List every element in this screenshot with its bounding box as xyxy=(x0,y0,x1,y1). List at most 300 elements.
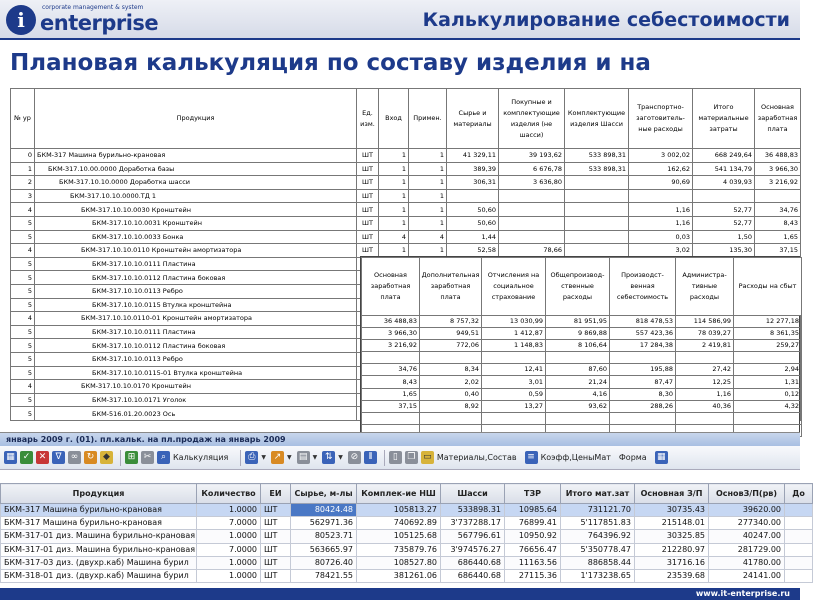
table-row xyxy=(11,176,801,190)
grid-cell[interactable]: 108527.80 xyxy=(357,556,441,569)
table-cell: 4 039,93 xyxy=(693,176,755,190)
grid-cell[interactable]: 1.0000 xyxy=(197,569,261,582)
chevron-down-icon[interactable]: ▼ xyxy=(261,454,266,461)
table-cell: ШТ xyxy=(357,244,379,258)
table-cell: 36 488,83 xyxy=(362,316,420,328)
table-cell xyxy=(676,412,734,424)
grid-cell[interactable]: 40247.00 xyxy=(709,530,785,543)
grid-row[interactable] xyxy=(1,517,813,530)
table-cell: 5 xyxy=(11,325,35,339)
grid-cell[interactable]: 41780.00 xyxy=(709,556,785,569)
logo-name: enterprise xyxy=(40,11,159,35)
table-cell: 93,62 xyxy=(546,400,610,412)
table-cell: 4 xyxy=(11,203,35,217)
grid-cell[interactable]: 1.0000 xyxy=(197,530,261,543)
table-cell: 78 039,27 xyxy=(676,328,734,340)
table-cell: 87,60 xyxy=(546,364,610,376)
table-cell: 81 951,95 xyxy=(546,316,610,328)
table-cell: 78,66 xyxy=(499,244,565,258)
table-cell: ШТ xyxy=(357,203,379,217)
column-header: Ед. изм. xyxy=(357,89,379,149)
grid-cell[interactable]: 1.0000 xyxy=(197,504,261,517)
table-cell: 162,62 xyxy=(629,162,693,176)
table-cell xyxy=(362,352,420,364)
grid-row[interactable] xyxy=(1,569,813,582)
grid-cell[interactable]: 10950.92 xyxy=(505,530,561,543)
table-cell: 1 412,87 xyxy=(482,328,546,340)
grid-column-header[interactable]: ОсновЗ/П(рв) xyxy=(709,484,785,504)
filter-off-icon[interactable]: ⊘ xyxy=(348,451,361,464)
table-cell xyxy=(420,412,482,424)
table-cell xyxy=(482,352,546,364)
grid-cell[interactable]: БКМ-317 Машина бурильно-крановая xyxy=(1,504,197,517)
grid-cell[interactable]: 105125.68 xyxy=(357,530,441,543)
table-cell: 4 xyxy=(409,230,447,244)
column-header: Администра-тивные расходы xyxy=(676,258,734,316)
table-cell: 114 586,99 xyxy=(676,316,734,328)
grid-cell[interactable]: 31716.16 xyxy=(635,556,709,569)
grid-column-header[interactable]: Сырье, м-лы xyxy=(291,484,357,504)
table-cell: 50,60 xyxy=(447,203,499,217)
grid-cell[interactable]: БКМ-317 Машина бурильно-крановая xyxy=(1,517,197,530)
grid-cell[interactable]: 764396.92 xyxy=(561,530,635,543)
grid-cell[interactable]: 7.0000 xyxy=(197,543,261,556)
table-cell: 50,60 xyxy=(447,216,499,230)
table-cell: БКМ-317.10.10.0031 Кронштейн xyxy=(35,216,357,230)
table-cell xyxy=(565,176,629,190)
grid-column-header[interactable]: ЕИ xyxy=(261,484,291,504)
table-cell: 4 xyxy=(379,230,409,244)
table-cell: 5 xyxy=(11,230,35,244)
table-cell: ШТ xyxy=(357,176,379,190)
footer-url: www.it-enterprise.ru xyxy=(695,589,790,598)
table-cell: БКМ-317.10.10.0110 Кронштейн амортизатора xyxy=(35,244,357,258)
slide-title: Плановая калькуляция по составу изделия и на xyxy=(10,50,651,76)
grid-cell[interactable]: 1.0000 xyxy=(197,556,261,569)
grid-cell[interactable]: ШТ xyxy=(261,556,291,569)
grid-cell[interactable]: БКМ-317-01 диз. Машина бурильно-крановая xyxy=(1,530,197,543)
table-cell: 1 148,83 xyxy=(482,340,546,352)
table-cell: БКМ-317.10.10.0113 Ребро xyxy=(35,284,357,298)
table-cell: БКМ-317.10.10.0033 Бонка xyxy=(35,230,357,244)
tools-icon[interactable]: ✂ xyxy=(141,451,154,464)
table-cell: 13,27 xyxy=(482,400,546,412)
table-cell: 17 284,38 xyxy=(610,340,676,352)
table-cell: 306,31 xyxy=(447,176,499,190)
table-cell: 5 xyxy=(11,298,35,312)
table-cell: 1,65 xyxy=(362,388,420,400)
table-cell: ШТ xyxy=(357,230,379,244)
table-cell: 12,25 xyxy=(676,376,734,388)
grid-cell[interactable] xyxy=(785,543,813,556)
table-cell: БКМ-317.10.10.0110-01 Кронштейн амортизатора xyxy=(35,312,357,326)
table-cell: 0,03 xyxy=(629,230,693,244)
grid-cell[interactable] xyxy=(785,556,813,569)
table-cell: 13 030,99 xyxy=(482,316,546,328)
table-cell: 1 xyxy=(409,162,447,176)
table-cell: 1 xyxy=(379,189,409,203)
logo-tagline: corporate management & system xyxy=(42,4,144,11)
table-cell: 668 249,64 xyxy=(693,149,755,163)
grid-cell[interactable]: 24141.00 xyxy=(709,569,785,582)
grid-cell[interactable]: 212280.97 xyxy=(635,543,709,556)
table-cell: 1 xyxy=(11,162,35,176)
toolbar xyxy=(0,446,800,470)
grid-cell[interactable]: 533898.31 xyxy=(441,504,505,517)
table-cell: 5 xyxy=(11,257,35,271)
slide-header xyxy=(0,0,800,40)
grid-cell[interactable] xyxy=(785,530,813,543)
table-cell xyxy=(447,189,499,203)
grid-cell[interactable]: 39620.00 xyxy=(709,504,785,517)
grid-cell[interactable]: ШТ xyxy=(261,569,291,582)
copy-icon[interactable]: ❐ xyxy=(405,451,418,464)
logo-mark-icon: i xyxy=(6,5,36,35)
check-icon[interactable]: ✓ xyxy=(20,451,33,464)
table-cell: 1 xyxy=(409,189,447,203)
table-cell: 0,59 xyxy=(482,388,546,400)
folder-icon[interactable]: ▭ xyxy=(421,451,434,464)
grid-column-header[interactable]: Шасси xyxy=(441,484,505,504)
table-cell xyxy=(565,216,629,230)
grid-cell[interactable]: 3'974576.27 xyxy=(441,543,505,556)
toolbar-separator xyxy=(240,450,241,466)
table-cell: ШТ xyxy=(357,216,379,230)
grid-cell[interactable] xyxy=(785,517,813,530)
table-cell: 3 966,30 xyxy=(755,162,801,176)
table-cell xyxy=(734,412,802,424)
table-cell: БКМ-317.10.10.0000 Доработка шасси xyxy=(35,176,357,190)
table-cell xyxy=(755,189,801,203)
grid-cell[interactable]: 5'350778.47 xyxy=(561,543,635,556)
grid-cell[interactable]: 731121.70 xyxy=(561,504,635,517)
table-cell xyxy=(610,352,676,364)
table-cell: 3 002,02 xyxy=(629,149,693,163)
grid-column-header[interactable]: До xyxy=(785,484,813,504)
column-header: Производст-венная себестоимость xyxy=(610,258,676,316)
table-cell: 3,01 xyxy=(482,376,546,388)
column-header: Итого материальные затраты xyxy=(693,89,755,149)
grid-cell[interactable]: ШТ xyxy=(261,504,291,517)
grid-cell[interactable]: 686440.68 xyxy=(441,569,505,582)
table-cell: БКМ-317.10.10.0170 Кронштейн xyxy=(35,380,357,394)
table-row xyxy=(362,328,802,340)
chevron-down-icon[interactable]: ▼ xyxy=(338,454,343,461)
table-cell: 1,44 xyxy=(447,230,499,244)
table-cell: БКМ-317.10.10.0112 Пластина боковая xyxy=(35,339,357,353)
printer-icon[interactable]: ▤ xyxy=(297,451,310,464)
table-cell: 5 xyxy=(11,352,35,366)
table-cell: 4,16 xyxy=(546,388,610,400)
table-cell: 0,40 xyxy=(420,388,482,400)
grid-cell[interactable]: 10985.64 xyxy=(505,504,561,517)
calculation-button[interactable]: Калькуляция xyxy=(173,453,229,462)
export-icon[interactable]: ↗ xyxy=(271,451,284,464)
table-cell: ШТ xyxy=(357,189,379,203)
table-cell: 949,51 xyxy=(420,328,482,340)
grid-column-header[interactable]: Основная З/П xyxy=(635,484,709,504)
grid-cell[interactable]: 80424.48 xyxy=(291,504,357,517)
sheet1-header-row xyxy=(11,89,801,149)
table-cell: 2 419,81 xyxy=(676,340,734,352)
table-cell: 4 xyxy=(11,312,35,326)
table-cell: 1,50 xyxy=(693,230,755,244)
table-cell: 1,16 xyxy=(629,216,693,230)
column-header: Транспортно-заготовитель-ные расходы xyxy=(629,89,693,149)
table-cell: 36 488,83 xyxy=(755,149,801,163)
table-row xyxy=(362,340,802,352)
table-cell: ШТ xyxy=(357,149,379,163)
header-title: Калькулирование себестоимости xyxy=(422,9,790,31)
grid-cell[interactable]: 23539.68 xyxy=(635,569,709,582)
grid-cell[interactable]: 11163.56 xyxy=(505,556,561,569)
table-cell: БКМ-317.10.00.0000 Доработка базы xyxy=(35,162,357,176)
table-row xyxy=(362,400,802,412)
table-cell: БКМ-317.10.10.0000.ТД 1 xyxy=(35,189,357,203)
column-header: Общепроизвод-ственные расходы xyxy=(546,258,610,316)
column-icon[interactable]: ⫴ xyxy=(364,451,377,464)
table-cell: 2,02 xyxy=(420,376,482,388)
grid-cell[interactable]: 76656.47 xyxy=(505,543,561,556)
table-cell: 8,43 xyxy=(362,376,420,388)
grid-cell[interactable]: 735879.76 xyxy=(357,543,441,556)
table-cell: 533 898,31 xyxy=(565,149,629,163)
grid-column-header[interactable]: Итого мат.зат xyxy=(561,484,635,504)
table-cell: 1 xyxy=(409,216,447,230)
grid-header-row xyxy=(1,484,813,504)
sheet2-header-row xyxy=(362,258,802,316)
table-cell xyxy=(499,189,565,203)
grid-cell[interactable]: БКМ-318-01 диз. (двухр.каб) Машина бурил xyxy=(1,569,197,582)
table-cell: 1,16 xyxy=(676,388,734,400)
form-button[interactable]: Форма xyxy=(618,453,647,462)
table-cell: 3,02 xyxy=(629,244,693,258)
tag-icon[interactable]: ◆ xyxy=(100,451,113,464)
print-icon[interactable]: ⎙ xyxy=(245,451,258,464)
table-cell xyxy=(565,189,629,203)
table-cell: 5 xyxy=(11,216,35,230)
table-cell: 533 898,31 xyxy=(565,162,629,176)
table-row xyxy=(362,352,802,364)
table-cell: 1 xyxy=(379,176,409,190)
grid-cell[interactable]: 277340.00 xyxy=(709,517,785,530)
table-cell: БКМ-317.10.10.0112 Пластина боковая xyxy=(35,271,357,285)
table-cell: 87,47 xyxy=(610,376,676,388)
grid-cell[interactable]: 27115.36 xyxy=(505,569,561,582)
app-window xyxy=(0,432,805,600)
table-cell xyxy=(499,216,565,230)
refresh-icon[interactable]: ↻ xyxy=(84,451,97,464)
table-cell: 6 676,78 xyxy=(499,162,565,176)
grid-cell[interactable]: 5'117851.83 xyxy=(561,517,635,530)
table-cell: 2,94 xyxy=(734,364,802,376)
table-cell xyxy=(362,412,420,424)
table-cell: БКМ-317.10.10.0115-01 Втулка кронштейна xyxy=(35,366,357,380)
grid-cell[interactable]: 562971.36 xyxy=(291,517,357,530)
table-cell: 8,43 xyxy=(755,216,801,230)
table-cell xyxy=(693,189,755,203)
table-cell: 90,69 xyxy=(629,176,693,190)
table-cell xyxy=(734,352,802,364)
table-cell: 27,42 xyxy=(676,364,734,376)
table-cell: 12 277,18 xyxy=(734,316,802,328)
table-cell: 39 193,62 xyxy=(499,149,565,163)
grid-cell[interactable]: 7.0000 xyxy=(197,517,261,530)
grid-cell[interactable]: 105813.27 xyxy=(357,504,441,517)
table-cell xyxy=(482,412,546,424)
table-cell: 3 966,30 xyxy=(362,328,420,340)
table-cell: 41 329,11 xyxy=(447,149,499,163)
table-cell: 557 423,36 xyxy=(610,328,676,340)
table-cell: 3 216,92 xyxy=(362,340,420,352)
table-row xyxy=(362,364,802,376)
filter-icon[interactable]: ∇ xyxy=(52,451,65,464)
table-cell: 52,77 xyxy=(693,216,755,230)
table-cell: 818 478,53 xyxy=(610,316,676,328)
table-cell: 1,31 xyxy=(734,376,802,388)
table-cell xyxy=(499,203,565,217)
table-row xyxy=(362,412,802,424)
grid-cell[interactable]: 3'737288.17 xyxy=(441,517,505,530)
table-cell: 37,15 xyxy=(362,400,420,412)
tree-icon[interactable]: ⊞ xyxy=(125,451,138,464)
grid-icon[interactable]: ▦ xyxy=(4,451,17,464)
grid-row[interactable] xyxy=(1,530,813,543)
column-header: Покупные и комплектующие изделия (не шасси) xyxy=(499,89,565,149)
grid-row[interactable] xyxy=(1,504,813,517)
column-header: Примен. xyxy=(409,89,447,149)
grid-cell[interactable]: 686440.68 xyxy=(441,556,505,569)
grid-column-header[interactable]: Количество xyxy=(197,484,261,504)
table-cell: 8 757,32 xyxy=(420,316,482,328)
grid-column-header[interactable]: ТЗР xyxy=(505,484,561,504)
table-cell: 4 xyxy=(11,244,35,258)
app-window-title: январь 2009 г. (01). пл.кальк. на пл.продаж на январь 2009 xyxy=(0,433,800,446)
table-cell: 34,76 xyxy=(362,364,420,376)
table-cell: 1 xyxy=(409,244,447,258)
column-header: Вход xyxy=(379,89,409,149)
grid-cell[interactable]: 886858.44 xyxy=(561,556,635,569)
calculation-grid xyxy=(0,483,813,583)
table-cell: 5 xyxy=(11,393,35,407)
table-row xyxy=(11,216,801,230)
grid-cell[interactable]: 76899.41 xyxy=(505,517,561,530)
grid-cell[interactable]: БКМ-317-01 диз. Машина бурильно-крановая xyxy=(1,543,197,556)
grid-cell[interactable]: 1'173238.65 xyxy=(561,569,635,582)
delete-icon[interactable]: ✕ xyxy=(36,451,49,464)
grid-column-header[interactable]: Комплек-ие НШ xyxy=(357,484,441,504)
cost-sheet-overlay xyxy=(360,256,800,436)
grid-cell[interactable]: 80726.40 xyxy=(291,556,357,569)
grid-cell[interactable]: ШТ xyxy=(261,517,291,530)
sort-icon[interactable]: ⇅ xyxy=(322,451,335,464)
grid-cell[interactable]: 281729.00 xyxy=(709,543,785,556)
table-cell: 1 xyxy=(379,203,409,217)
table-cell: БКМ-317 Машина бурильно-крановая xyxy=(35,149,357,163)
table-cell: 3 636,80 xyxy=(499,176,565,190)
table-cell: 4,32 xyxy=(734,400,802,412)
grid-cell[interactable]: 80523.71 xyxy=(291,530,357,543)
toolbar-separator xyxy=(384,450,385,466)
table-cell: 37,15 xyxy=(755,244,801,258)
table-cell: 1 xyxy=(409,176,447,190)
table-row xyxy=(362,388,802,400)
chevron-down-icon[interactable]: ▼ xyxy=(312,454,318,461)
materials-button[interactable]: Материалы,Состав xyxy=(436,453,517,462)
column-header: Комплектующие изделия Шасси xyxy=(565,89,629,149)
table-cell: 5 xyxy=(11,339,35,353)
table-cell: 5 xyxy=(11,271,35,285)
table-cell: 12,41 xyxy=(482,364,546,376)
table-cell: 34,76 xyxy=(755,203,801,217)
grid-cell[interactable]: ШТ xyxy=(261,530,291,543)
table-row xyxy=(362,376,802,388)
grid-cell[interactable]: БКМ-317-03 диз. (двухр.каб) Машина бурил xyxy=(1,556,197,569)
grid-column-header[interactable]: Продукция xyxy=(1,484,197,504)
coefficient-icon[interactable]: ≡ xyxy=(525,451,538,464)
grid-cell[interactable] xyxy=(785,569,813,582)
grid-cell[interactable]: ШТ xyxy=(261,543,291,556)
table-cell: 1 xyxy=(379,216,409,230)
table-cell: 1,16 xyxy=(629,203,693,217)
table-row xyxy=(11,203,801,217)
table-cell xyxy=(629,189,693,203)
column-header: Расходы на сбыт xyxy=(734,258,802,316)
table-cell: 5 xyxy=(11,407,35,421)
grid-cell[interactable] xyxy=(785,504,813,517)
grid-cell[interactable]: 215148.01 xyxy=(635,517,709,530)
grid-row[interactable] xyxy=(1,556,813,569)
grid-cell[interactable]: 30325.85 xyxy=(635,530,709,543)
chevron-down-icon[interactable]: ▼ xyxy=(286,454,292,461)
table-row xyxy=(362,316,802,328)
coefficients-button[interactable]: Коэфф,ЦеныМат xyxy=(540,453,611,462)
table-cell xyxy=(420,352,482,364)
table-row xyxy=(11,149,801,163)
grid-cell[interactable]: 567796.61 xyxy=(441,530,505,543)
table-cell: 5 xyxy=(11,366,35,380)
table-cell: 52,58 xyxy=(447,244,499,258)
column-header: Отчисления на социальное страхование xyxy=(482,258,546,316)
table-cell: БКМ-317.10.10.0115 Втулка кронштейна xyxy=(35,298,357,312)
table-cell: 8,92 xyxy=(420,400,482,412)
grid-cell[interactable]: 381261.06 xyxy=(357,569,441,582)
table-cell: 4 xyxy=(11,380,35,394)
table-cell: 195,88 xyxy=(610,364,676,376)
grid-cell[interactable]: 740692.89 xyxy=(357,517,441,530)
table-row xyxy=(11,230,801,244)
table-cell xyxy=(499,230,565,244)
column-header: Основная заработная плата xyxy=(362,258,420,316)
grid-cell[interactable]: 78421.55 xyxy=(291,569,357,582)
table-cell: 0,12 xyxy=(734,388,802,400)
grid-row[interactable] xyxy=(1,543,813,556)
table-cell: 389,39 xyxy=(447,162,499,176)
column-header: Дополнительная заработная плата xyxy=(420,258,482,316)
grid-settings-icon[interactable]: ▦ xyxy=(655,451,668,464)
table-cell: БКМ-317.10.10.0171 Уголок xyxy=(35,393,357,407)
grid-cell[interactable]: 563665.97 xyxy=(291,543,357,556)
link-icon[interactable]: ∞ xyxy=(68,451,81,464)
search-icon[interactable]: ⌕ xyxy=(157,451,170,464)
grid-cell[interactable]: 30735.43 xyxy=(635,504,709,517)
table-cell: 288,26 xyxy=(610,400,676,412)
table-cell xyxy=(565,230,629,244)
table-cell: 3 216,92 xyxy=(755,176,801,190)
table-cell: 52,77 xyxy=(693,203,755,217)
table-cell: 135,30 xyxy=(693,244,755,258)
document-icon[interactable]: ▯ xyxy=(389,451,402,464)
